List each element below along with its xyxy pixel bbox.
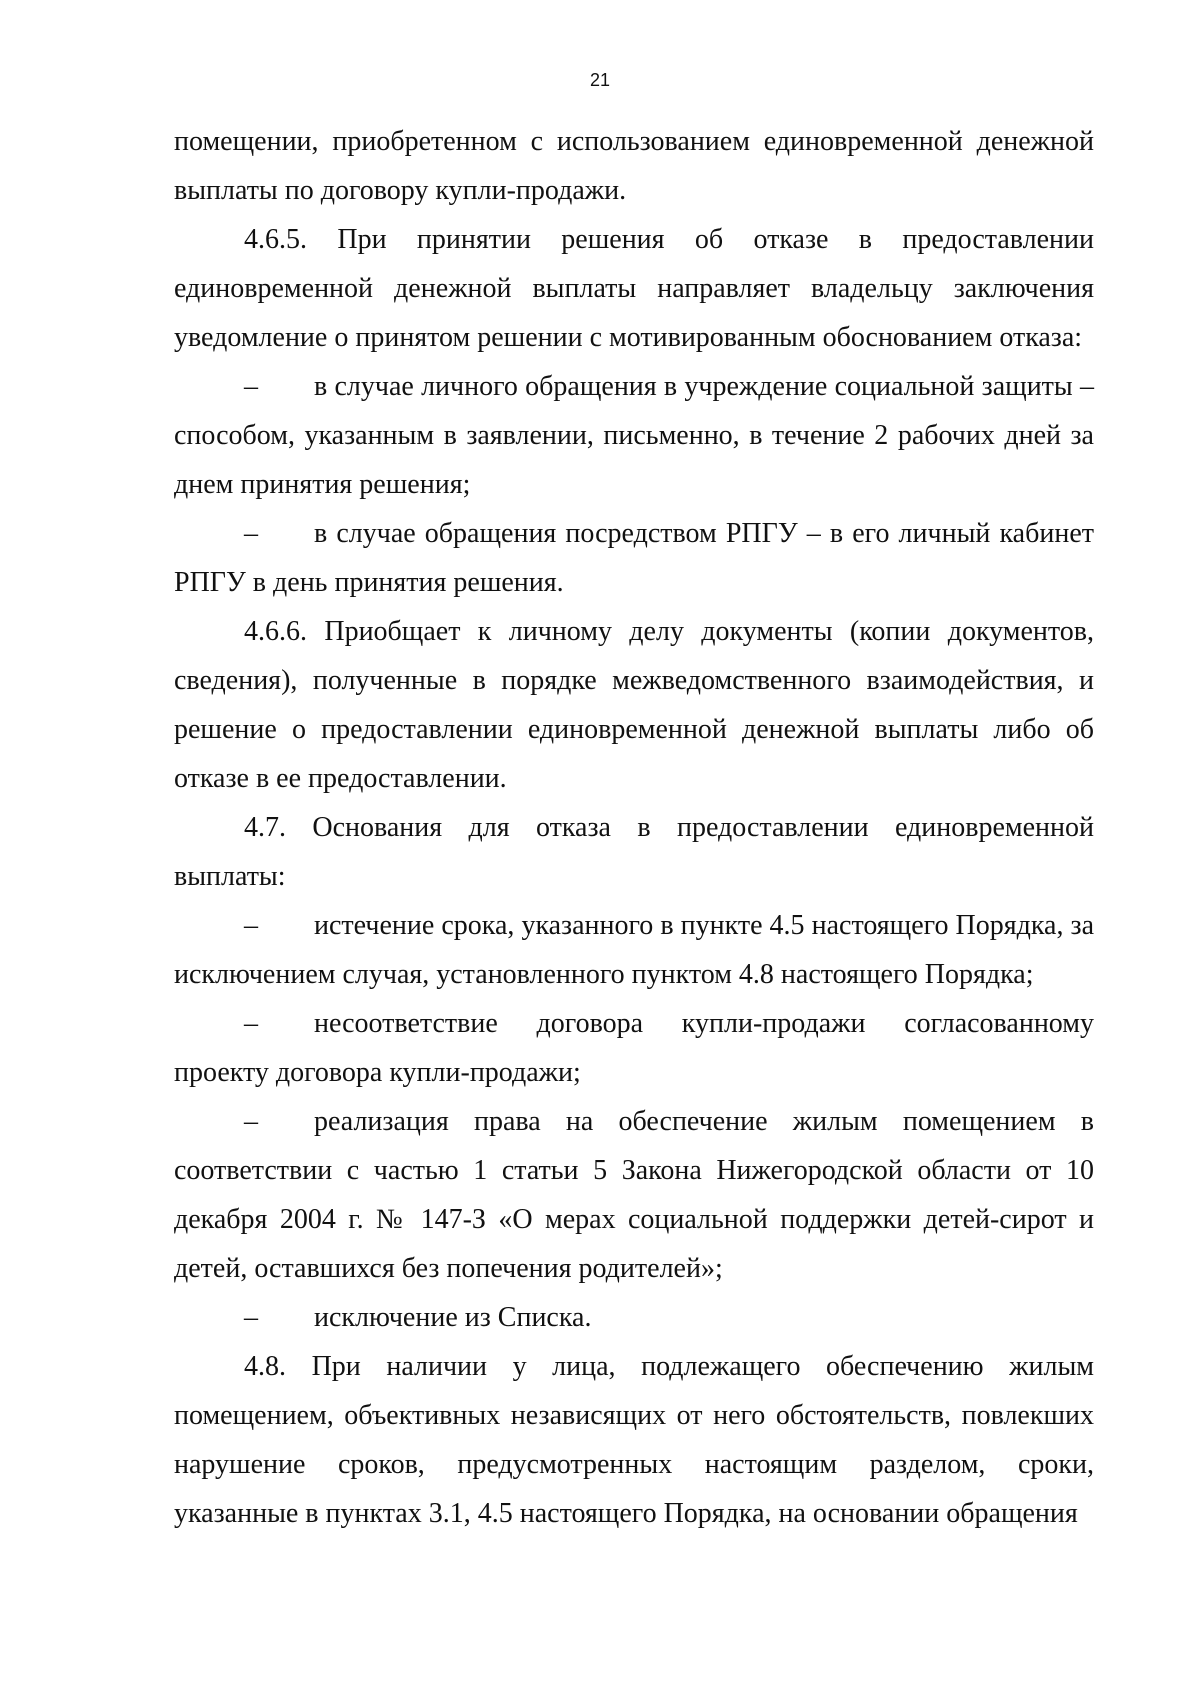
list-item-text: истечение срока, указанного в пункте 4.5 настоящего Порядка, за исключением случая, установленного пунктом 4.8 настоящего Порядка; — [174, 910, 1094, 990]
list-item-text: реализация права на обеспечение жилым помещением в соответствии с частью 1 статьи 5 Закона Нижегородской области от 10 декабря 2004 г. № 147-З «О мерах социальной поддержки детей-сирот и детей, оставшихся без попечения родителей»; — [174, 1106, 1094, 1284]
dash-marker: – — [244, 371, 258, 402]
paragraph-text: 4.6.6. Приобщает к личному делу документы (копии документов, сведения), полученные в порядке межведомственного взаимодействия, и решение о предоставлении единовременной денежной выплаты либо об отказе в ее предоставлении. — [174, 616, 1094, 794]
list-item — [174, 362, 1094, 509]
list-item-text: несоответствие договора купли-продажи согласованному проекту договора купли-продажи; — [174, 1008, 1094, 1088]
paragraph-4-7 — [174, 803, 1094, 901]
paragraph-4-6-6 — [174, 607, 1094, 803]
page-number: 21 — [589, 70, 611, 90]
dash-marker: – — [244, 518, 258, 549]
dash-marker: – — [244, 910, 258, 941]
list-item-text: в случае обращения посредством РПГУ – в его личный кабинет РПГУ в день принятия решения. — [174, 518, 1094, 598]
list-item-text: исключение из Списка. — [314, 1302, 592, 1333]
list-item — [174, 1097, 1094, 1293]
dash-marker: – — [244, 1106, 258, 1137]
dash-marker: – — [244, 1302, 258, 1333]
paragraph-4-6-5 — [174, 215, 1094, 362]
paragraph-text: помещении, приобретенном с использованием единовременной денежной выплаты по договору купли-продажи. — [174, 126, 1094, 206]
list-item — [174, 1293, 1094, 1342]
list-item — [174, 999, 1094, 1097]
paragraph-text: 4.7. Основания для отказа в предоставлении единовременной выплаты: — [174, 812, 1094, 892]
paragraph-text: 4.6.5. При принятии решения об отказе в предоставлении единовременной денежной выплаты направляет владельцу заключения уведомление о принятом решении с мотивированным обоснованием отказа: — [174, 224, 1094, 353]
document-body — [174, 117, 1094, 1538]
list-item-text: в случае личного обращения в учреждение социальной защиты – способом, указанным в заявлении, письменно, в течение 2 рабочих дней за днем принятия решения; — [174, 371, 1094, 500]
paragraph-text: 4.8. При наличии у лица, подлежащего обеспечению жилым помещением, объективных независящих от него обстоятельств, повлекших нарушение сроков, предусмотренных настоящим разделом, сроки, указанные в пунктах 3.1, 4.5 настоящего Порядка, на основании обращения — [174, 1351, 1094, 1529]
list-item — [174, 509, 1094, 607]
list-item — [174, 901, 1094, 999]
paragraph-4-8 — [174, 1342, 1094, 1538]
paragraph-continuation — [174, 117, 1094, 215]
dash-marker: – — [244, 1008, 258, 1039]
